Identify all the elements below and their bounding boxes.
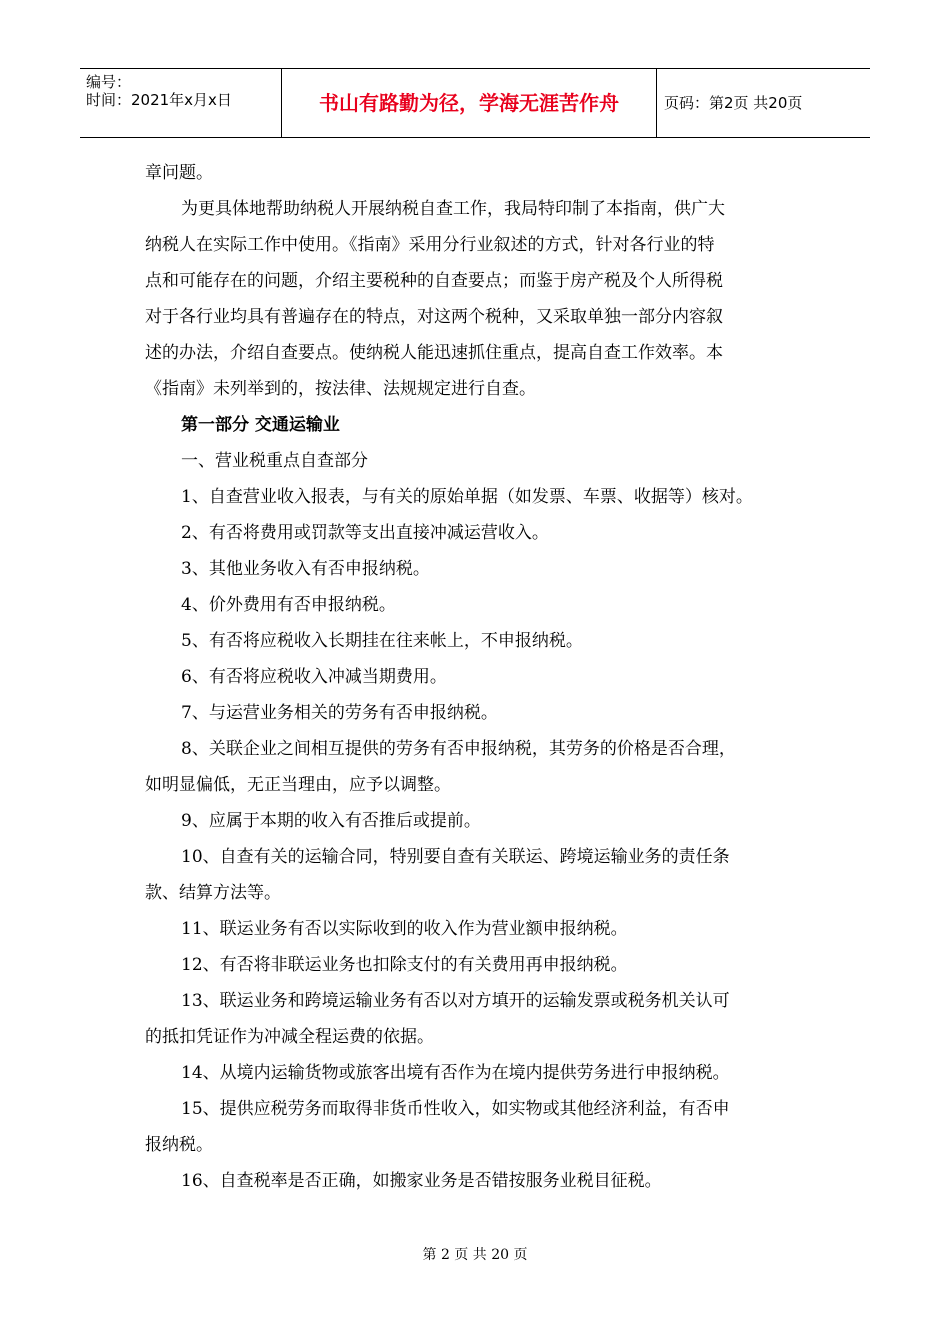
text-line: 6、有否将应税收入冲减当期费用。 xyxy=(181,667,447,687)
text-line: 述的办法，介绍自查要点。使纳税人能迅速抓住重点，提高自查工作效率。本 xyxy=(145,343,723,363)
text-line: 的抵扣凭证作为冲减全程运费的依据。 xyxy=(145,1027,434,1047)
text-line: 13、联运业务和跨境运输业务有否以对方填开的运输发票或税务机关认可 xyxy=(181,991,730,1011)
list-item xyxy=(145,1091,825,1163)
text-line: 15、提供应税劳务而取得非货币性收入，如实物或其他经济利益，有否申 xyxy=(181,1099,730,1119)
page-header xyxy=(80,68,870,138)
text-line: 对于各行业均具有普遍存在的特点，对这两个税种，又采取单独一部分内容叙 xyxy=(145,307,723,327)
text-line: 2、有否将费用或罚款等支出直接冲减运营收入。 xyxy=(181,523,549,543)
list-item xyxy=(145,479,825,515)
header-meta xyxy=(80,69,282,137)
list-item xyxy=(145,983,825,1055)
text-line: 《指南》未列举到的，按法律、法规规定进行自查。 xyxy=(145,379,536,399)
text-line: 10、自查有关的运输合同，特别要自查有关联运、跨境运输业务的责任条 xyxy=(181,847,730,867)
list-item xyxy=(145,947,825,983)
text-line: 8、关联企业之间相互提供的劳务有否申报纳税，其劳务的价格是否合理， xyxy=(181,739,736,759)
list-item xyxy=(145,803,825,839)
section-title: 第一部分 交通运输业 xyxy=(181,415,340,435)
text-line: 11、联运业务有否以实际收到的收入作为营业额申报纳税。 xyxy=(181,919,628,939)
document-body xyxy=(145,155,825,1199)
text-line: 12、有否将非联运业务也扣除支付的有关费用再申报纳税。 xyxy=(181,955,628,975)
text-line: 4、价外费用有否申报纳税。 xyxy=(181,595,396,615)
list-item xyxy=(145,695,825,731)
text-line: 16、自查税率是否正确，如搬家业务是否错按服务业税目征税。 xyxy=(181,1171,662,1191)
list-item xyxy=(145,731,825,803)
subsection-title: 一、营业税重点自查部分 xyxy=(181,451,368,471)
text-line: 3、其他业务收入有否申报纳税。 xyxy=(181,559,430,579)
text-line: 报纳税。 xyxy=(145,1135,213,1155)
list-item xyxy=(145,515,825,551)
header-date-label: 时间：2021年x月x日 xyxy=(86,91,232,109)
text-line: 9、应属于本期的收入有否推后或提前。 xyxy=(181,811,481,831)
text-line: 点和可能存在的问题，介绍主要税种的自查要点；而鉴于房产税及个人所得税 xyxy=(145,271,723,291)
intro-paragraph xyxy=(145,191,825,407)
text-line: 纳税人在实际工作中使用。《指南》采用分行业叙述的方式，针对各行业的特 xyxy=(145,235,715,255)
text-line: 款、结算方法等。 xyxy=(145,883,281,903)
page-footer: 第 2 页 共 20 页 xyxy=(422,1247,528,1263)
text-line: 为更具体地帮助纳税人开展纳税自查工作，我局特印制了本指南，供广大 xyxy=(181,199,725,219)
list-item xyxy=(145,1163,825,1199)
paragraph-continuation: 章问题。 xyxy=(145,163,213,183)
text-line: 5、有否将应税收入长期挂在往来帐上，不申报纳税。 xyxy=(181,631,583,651)
list-item xyxy=(145,911,825,947)
list-item xyxy=(145,659,825,695)
text-line: 如明显偏低，无正当理由，应予以调整。 xyxy=(145,775,451,795)
text-line: 7、与运营业务相关的劳务有否申报纳税。 xyxy=(181,703,498,723)
list-item xyxy=(145,587,825,623)
header-motto: 书山有路勤为径，学海无涯苦作舟 xyxy=(282,69,657,137)
header-number-label: 编号： xyxy=(86,73,132,91)
text-line: 14、从境内运输货物或旅客出境有否作为在境内提供劳务进行申报纳税。 xyxy=(181,1063,730,1083)
list-item xyxy=(145,623,825,659)
text-line: 1、自查营业收入报表，与有关的原始单据（如发票、车票、收据等）核对。 xyxy=(181,487,753,507)
list-item xyxy=(145,551,825,587)
header-page-info: 页码：第2页 共20页 xyxy=(664,94,803,112)
list-item xyxy=(145,839,825,911)
list-item xyxy=(145,1055,825,1091)
